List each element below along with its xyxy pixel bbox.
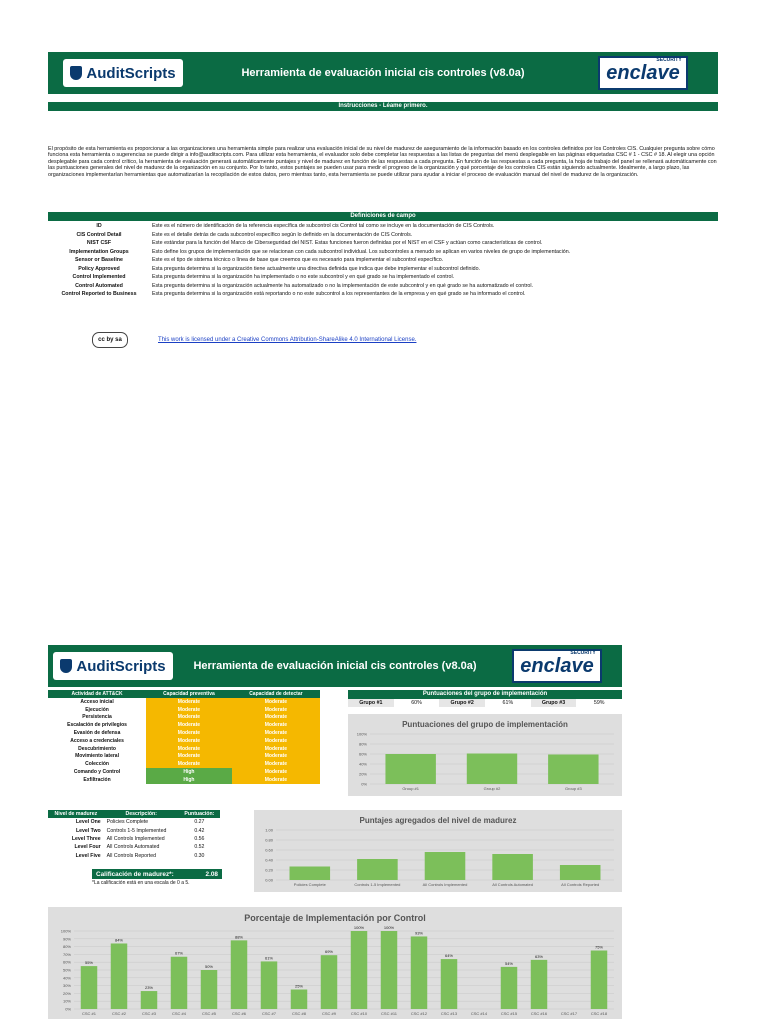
y-tick-label: 0% bbox=[361, 781, 367, 787]
maturity-score: 0.42 bbox=[194, 827, 205, 834]
group-chart-title: Puntuaciones del grupo de implementación bbox=[402, 720, 568, 729]
attack-activity: Descubrimiento bbox=[78, 745, 116, 752]
y-tick-label: 30% bbox=[62, 983, 71, 989]
x-tick-label: CSC #11 bbox=[381, 1011, 397, 1016]
data-label: 63% bbox=[534, 953, 544, 959]
y-tick-label: 0.00 bbox=[265, 877, 273, 883]
field-def-row bbox=[48, 282, 718, 291]
bar bbox=[531, 960, 548, 1009]
shield-icon bbox=[70, 66, 82, 80]
field-def-key: ID bbox=[96, 223, 102, 230]
attack-preventive: Moderate bbox=[146, 760, 232, 768]
maturity-row bbox=[48, 826, 220, 834]
maturity-footnote: *La calificación está en una escala de 0 a 5. bbox=[92, 880, 190, 886]
bar bbox=[171, 957, 188, 1009]
y-tick-label: 60% bbox=[358, 751, 367, 757]
bar bbox=[381, 931, 398, 1009]
maturity-level: Level Four bbox=[74, 844, 101, 851]
x-tick-label: Controls 1-5 Implemented bbox=[354, 882, 401, 887]
bar bbox=[141, 991, 158, 1009]
maturity-rating bbox=[92, 869, 222, 879]
x-tick-label: Policies Complete bbox=[293, 882, 326, 887]
attack-activity: Colección bbox=[85, 761, 109, 768]
dashboard-banner bbox=[48, 645, 622, 687]
maturity-rating-label: Calificación de madurez*: bbox=[96, 870, 174, 878]
field-definitions-table bbox=[48, 222, 718, 299]
y-tick-label: 40% bbox=[358, 761, 367, 767]
control-chart-svg bbox=[48, 925, 622, 1019]
maturity-desc: All Controls Implemented bbox=[106, 835, 165, 842]
field-def-desc: Este es el tipo de sistema técnico o línea de base que creemos que es necesario para implementar el subcontrol específico. bbox=[152, 257, 444, 264]
data-label: 93% bbox=[414, 930, 424, 936]
x-tick-label: Group #3 bbox=[564, 786, 582, 791]
field-def-row bbox=[48, 256, 718, 265]
maturity-header: Descripción: bbox=[104, 810, 179, 818]
bar bbox=[351, 931, 368, 1009]
field-def-key: Control Implemented bbox=[72, 274, 126, 281]
bar bbox=[548, 755, 598, 785]
x-tick-label: All Controls Automated bbox=[492, 882, 533, 887]
y-tick-label: 80% bbox=[62, 944, 71, 950]
attack-preventive: Moderate bbox=[146, 753, 232, 761]
field-def-key: CIS Control Detail bbox=[76, 231, 122, 238]
bar bbox=[501, 967, 518, 1009]
field-def-row bbox=[48, 222, 718, 231]
x-tick-label: CSC #15 bbox=[500, 1011, 518, 1016]
logo-text: AuditScripts bbox=[86, 64, 176, 82]
intro-paragraph: El propósito de esta herramienta es proporcionar a las organizaciones una herramienta simple para realizar una evaluación inicial de su nivel de madurez de aseguramiento de la información basado en los controles definidos por los Controles CIS. Cualquier pregunta sobre cómo funciona esta herramienta o sugerencias se puede dirigir a info@auditscripts.com. Para utilizar esta herramienta, el evaluador solo debe completar las respuestas a las listas de preguntas del menú desplegable en las páginas etiquetadas CSC # 1 - CSC # 18. Al elegir una opción desplegable para cada control crítico, la herramienta de evaluación generará automáticamente puntajes y nivel de madurez en función de las respuestas a cada pregunta. En función de las respuestas a cada pregunta, la hoja de trabajo del panel se rellenará automáticamente con las puntuaciones generales del nivel de madurez de la organización en su conjunto. Por lo tanto, estos puntajes se pueden usar para medir el progreso de la organización y qué porcentaje de los controles CIS están siguiendo actualmente. Idealmente, a largo plazo, las organizaciones implementarían herramientas que automatizarían la recopilación de estos datos, pero mientras tanto, esta herramienta se puede utilizar para ayudar a iniciar el proceso de evaluación manual del nivel de madurez de la organización. bbox=[48, 146, 717, 178]
attack-row bbox=[48, 721, 320, 729]
maturity-desc: Policies Complete bbox=[106, 819, 149, 826]
attack-preventive: Moderate bbox=[146, 729, 232, 737]
maturity-level: Level Three bbox=[71, 835, 101, 842]
maturity-desc: All Controls Reported bbox=[106, 852, 156, 859]
data-label: 69% bbox=[324, 949, 334, 955]
attack-header: Capacidad de detectar bbox=[232, 690, 320, 698]
data-label: 67% bbox=[174, 950, 184, 956]
bar bbox=[261, 961, 278, 1009]
x-tick-label: CSC #18 bbox=[590, 1011, 608, 1016]
y-tick-label: 40% bbox=[62, 975, 71, 981]
attack-row bbox=[48, 760, 320, 768]
attack-header: Actividad de ATT&CK bbox=[48, 690, 146, 698]
group-score-value: 60% bbox=[411, 700, 422, 706]
y-tick-label: 0% bbox=[65, 1006, 71, 1012]
bar bbox=[291, 990, 308, 1010]
data-label: 64% bbox=[444, 953, 454, 959]
x-tick-label: CSC #1 bbox=[81, 1011, 97, 1016]
shield-icon bbox=[60, 659, 72, 673]
y-tick-label: 60% bbox=[62, 959, 71, 965]
attack-detective: Moderate bbox=[232, 714, 320, 722]
group-score-label: Grupo #1 bbox=[348, 699, 394, 707]
attack-preventive: Moderate bbox=[146, 698, 232, 706]
attack-detective: Moderate bbox=[232, 737, 320, 745]
field-def-row bbox=[48, 290, 718, 299]
group-chart-svg bbox=[348, 730, 622, 796]
field-def-key: Policy Approved bbox=[78, 265, 120, 272]
bar bbox=[591, 951, 608, 1010]
attack-preventive: Moderate bbox=[146, 745, 232, 753]
y-tick-label: 90% bbox=[62, 936, 71, 942]
y-tick-label: 80% bbox=[358, 741, 367, 747]
field-def-key: NIST CSF bbox=[86, 240, 112, 247]
attack-detective: Moderate bbox=[232, 776, 320, 784]
maturity-level: Level One bbox=[75, 819, 101, 826]
instructions-bar: Instrucciones - Léame primero. bbox=[48, 102, 718, 111]
bar bbox=[321, 955, 338, 1009]
attack-row bbox=[48, 714, 320, 722]
y-tick-label: 0.80 bbox=[265, 837, 273, 843]
x-tick-label: Group #1 bbox=[402, 786, 420, 791]
attack-detective: Moderate bbox=[232, 753, 320, 761]
attack-preventive: High bbox=[146, 768, 232, 776]
data-label: 88% bbox=[234, 934, 244, 940]
field-def-key: Implementation Groups bbox=[69, 248, 129, 255]
attack-detective: Moderate bbox=[232, 745, 320, 753]
maturity-table bbox=[48, 810, 220, 860]
attack-detective: Moderate bbox=[232, 721, 320, 729]
attack-row bbox=[48, 729, 320, 737]
field-def-desc: Este es el detalle detrás de cada subcontrol específico según lo definido en la documentación de CIS Controls. bbox=[152, 231, 413, 238]
bar bbox=[81, 966, 98, 1009]
maturity-rating-value: 2.08 bbox=[205, 870, 218, 878]
attack-detective: Moderate bbox=[232, 760, 320, 768]
x-tick-label: CSC #3 bbox=[141, 1011, 157, 1016]
bar bbox=[560, 865, 601, 880]
attack-row bbox=[48, 706, 320, 714]
y-tick-label: 0.20 bbox=[265, 867, 273, 873]
x-tick-label: CSC #12 bbox=[410, 1011, 428, 1016]
field-def-row bbox=[48, 273, 718, 282]
logo-right-text: enclave bbox=[520, 654, 594, 677]
field-def-desc: Esta pregunta determina si la organización tiene actualmente una directiva definida que indica que debe implementar el subcontrol definido. bbox=[152, 265, 481, 272]
attack-activity: Escalación de privilegios bbox=[67, 722, 127, 729]
maturity-score: 0.52 bbox=[194, 844, 205, 851]
x-tick-label: Group #2 bbox=[483, 786, 501, 791]
maturity-row bbox=[48, 835, 220, 843]
group-chart bbox=[348, 714, 622, 796]
y-tick-label: 50% bbox=[62, 967, 71, 973]
attack-activity: Evasión de defensa bbox=[73, 730, 121, 737]
maturity-level: Level Two bbox=[75, 827, 101, 834]
cc-license-badge: cc by sa bbox=[92, 332, 128, 348]
x-tick-label: All Controls Implemented bbox=[422, 882, 468, 887]
license-row bbox=[92, 332, 416, 348]
x-tick-label: CSC #13 bbox=[440, 1011, 458, 1016]
maturity-header: Nivel de madurez bbox=[48, 810, 104, 818]
x-tick-label: CSC #8 bbox=[291, 1011, 307, 1016]
x-tick-label: CSC #16 bbox=[530, 1011, 548, 1016]
field-def-desc: Este es el número de identificación de la referencia específica de subcontrol cis Control tal como se incluye en la documentación de CIS Controls. bbox=[152, 223, 495, 230]
maturity-row bbox=[48, 852, 220, 860]
field-def-row bbox=[48, 231, 718, 240]
attack-row bbox=[48, 776, 320, 784]
logo-tag: SECURITY bbox=[656, 57, 682, 63]
x-tick-label: CSC #10 bbox=[350, 1011, 368, 1016]
attack-row bbox=[48, 737, 320, 745]
logo-text: AuditScripts bbox=[76, 657, 166, 675]
enclave-logo-2 bbox=[512, 649, 601, 683]
data-label: 61% bbox=[264, 955, 274, 961]
maturity-level: Level Five bbox=[75, 852, 101, 859]
bar bbox=[492, 854, 533, 880]
top-banner bbox=[48, 52, 718, 94]
data-label: 100% bbox=[353, 925, 365, 930]
group-score-value: 59% bbox=[593, 700, 605, 706]
logo-tag: SECURITY bbox=[570, 650, 596, 656]
attack-activity: Comando y Control bbox=[73, 769, 121, 776]
bar bbox=[357, 859, 398, 880]
license-link[interactable]: This work is licensed under a Creative Commons Attribution-ShareAlike 4.0 International License. bbox=[158, 337, 417, 343]
maturity-header: Puntuación: bbox=[179, 810, 220, 818]
y-tick-label: 0.60 bbox=[265, 847, 273, 853]
group-score-label: Grupo #2 bbox=[439, 699, 485, 707]
field-def-desc: Esta pregunta determina si la organización está reportando o no este subcontrol a los representantes de la empresa y en qué grado se ha informado el control. bbox=[152, 291, 526, 298]
auditscripts-logo-2 bbox=[53, 652, 173, 680]
data-label: 55% bbox=[84, 960, 94, 966]
attack-detective: Moderate bbox=[232, 729, 320, 737]
maturity-desc: All Controls Automated bbox=[106, 844, 160, 851]
maturity-row bbox=[48, 843, 220, 851]
attack-activity: Movimiento lateral bbox=[75, 753, 119, 760]
bar bbox=[425, 852, 466, 880]
attack-activity: Ejecución bbox=[85, 706, 109, 713]
group-score-value: 61% bbox=[502, 700, 514, 706]
maturity-chart-svg bbox=[254, 826, 622, 892]
group-score-label: Grupo #3 bbox=[531, 699, 577, 707]
attack-detective: Moderate bbox=[232, 698, 320, 706]
bar bbox=[201, 970, 218, 1009]
field-def-key: Control Automated bbox=[75, 282, 123, 289]
field-def-desc: Esta pregunta determina si la organización actualmente ha automatizado o no la implementación de este subcontrol y en qué grado se ha automatizado el control. bbox=[152, 282, 534, 289]
data-label: 75% bbox=[594, 944, 604, 950]
field-defs-title: Definiciones de campo bbox=[48, 212, 718, 221]
x-tick-label: CSC #6 bbox=[231, 1011, 247, 1016]
data-label: 23% bbox=[144, 985, 154, 991]
bar bbox=[290, 867, 331, 881]
attack-activity: Acceso inicial bbox=[80, 698, 114, 705]
field-def-row bbox=[48, 248, 718, 257]
x-tick-label: CSC #5 bbox=[201, 1011, 217, 1016]
maturity-score: 0.56 bbox=[194, 835, 205, 842]
x-tick-label: CSC #14 bbox=[470, 1011, 488, 1016]
attack-table bbox=[48, 690, 320, 784]
bar bbox=[111, 943, 128, 1009]
attack-activity: Acceso a credenciales bbox=[70, 737, 124, 744]
maturity-chart bbox=[254, 810, 622, 892]
control-chart bbox=[48, 907, 622, 1019]
data-label: 54% bbox=[504, 960, 514, 966]
attack-row bbox=[48, 698, 320, 706]
attack-preventive: High bbox=[146, 776, 232, 784]
x-tick-label: CSC #17 bbox=[560, 1011, 578, 1016]
y-tick-label: 100% bbox=[60, 928, 71, 934]
logo-right-text: enclave bbox=[606, 61, 680, 84]
data-label: 100% bbox=[383, 925, 395, 930]
bar bbox=[385, 754, 435, 784]
dashboard-title: Herramienta de evaluación inicial cis controles (v8.0a) bbox=[193, 660, 477, 672]
y-tick-label: 20% bbox=[358, 771, 367, 777]
field-def-desc: Este estándar para la función del Marco de Ciberseguridad del NIST. Estas funciones fueron definidas por el NIST en el CSF y actúan como características de control. bbox=[152, 240, 543, 247]
maturity-score: 0.30 bbox=[194, 852, 205, 859]
maturity-row bbox=[48, 818, 220, 826]
bar bbox=[231, 940, 248, 1009]
field-def-key: Sensor or Baseline bbox=[75, 257, 123, 264]
y-tick-label: 20% bbox=[62, 990, 71, 996]
attack-preventive: Moderate bbox=[146, 706, 232, 714]
page-title: Herramienta de evaluación inicial cis controles (v8.0a) bbox=[241, 67, 525, 79]
y-tick-label: 0.40 bbox=[265, 857, 273, 863]
maturity-desc: Controls 1-5 Implemented bbox=[106, 827, 167, 834]
group-scores-row bbox=[348, 699, 622, 707]
field-def-desc: Esta pregunta determina si la organización ha implementado o no este subcontrol y en qué grado se ha implementado el control. bbox=[152, 274, 455, 281]
field-def-desc: Esto define los grupos de implementación que se relacionan con cada subcontrol individual. Los subcontroles a menudo se aplican en varios niveles de grupo de implementación. bbox=[152, 248, 571, 255]
auditscripts-logo bbox=[63, 59, 183, 87]
data-label: 84% bbox=[114, 937, 124, 943]
attack-detective: Moderate bbox=[232, 706, 320, 714]
x-tick-label: CSC #4 bbox=[171, 1011, 187, 1016]
x-tick-label: CSC #9 bbox=[321, 1011, 337, 1016]
bar bbox=[411, 936, 428, 1009]
attack-row bbox=[48, 768, 320, 776]
y-tick-label: 10% bbox=[62, 998, 71, 1004]
x-tick-label: CSC #7 bbox=[261, 1011, 277, 1016]
attack-preventive: Moderate bbox=[146, 737, 232, 745]
maturity-score: 0.27 bbox=[194, 819, 205, 826]
attack-row bbox=[48, 753, 320, 761]
maturity-chart-title: Puntajes agregados del nivel de madurez bbox=[359, 816, 517, 825]
attack-preventive: Moderate bbox=[146, 714, 232, 722]
bar bbox=[441, 959, 458, 1009]
enclave-logo bbox=[598, 56, 687, 90]
attack-detective: Moderate bbox=[232, 768, 320, 776]
data-label: 25% bbox=[294, 983, 304, 989]
y-tick-label: 100% bbox=[356, 731, 367, 737]
data-label: 50% bbox=[204, 964, 214, 969]
attack-preventive: Moderate bbox=[146, 721, 232, 729]
attack-row bbox=[48, 745, 320, 753]
attack-activity: Persistencia bbox=[82, 714, 112, 721]
group-scores-title: Puntuaciones del grupo de implementación bbox=[348, 690, 622, 699]
attack-activity: Exfiltración bbox=[83, 776, 111, 783]
attack-header: Capacidad preventiva bbox=[146, 690, 232, 698]
control-chart-title: Porcentaje de Implementación por Control bbox=[244, 913, 426, 923]
field-def-row bbox=[48, 265, 718, 274]
y-tick-label: 1.00 bbox=[265, 827, 273, 833]
field-def-row bbox=[48, 239, 718, 248]
x-tick-label: CSC #2 bbox=[111, 1011, 127, 1016]
x-tick-label: All Controls Reported bbox=[561, 882, 600, 887]
bar bbox=[467, 754, 517, 785]
field-def-key: Control Reported to Business bbox=[61, 291, 137, 298]
y-tick-label: 70% bbox=[62, 951, 71, 957]
